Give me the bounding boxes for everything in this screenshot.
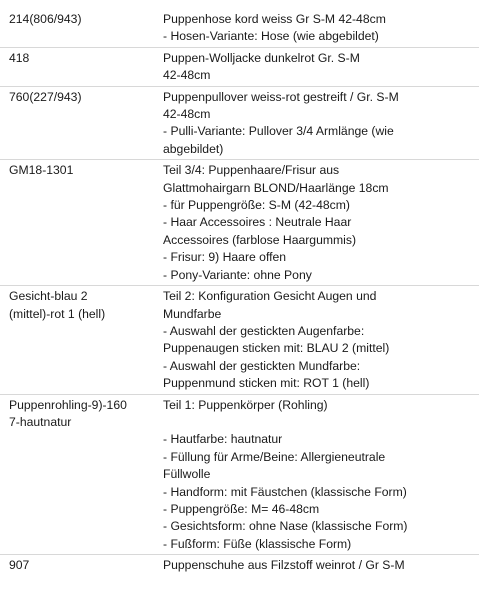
article-description bbox=[163, 89, 479, 159]
table-row bbox=[0, 159, 479, 285]
table-row bbox=[0, 9, 479, 47]
description-line: - Fußform: Füße (klassische Form) bbox=[163, 536, 352, 551]
description-line: - Füllung für Arme/Beine: Allergieneutrale bbox=[163, 449, 386, 464]
description-line: Teil 1: Puppenkörper (Rohling) bbox=[163, 397, 328, 412]
description-line: - Gesichtsform: ohne Nase (klassische Form) bbox=[163, 519, 408, 534]
description-line: Accessoires (farblose Haargummis) bbox=[163, 232, 357, 247]
table-row bbox=[0, 86, 479, 160]
article-code: Puppenrohling-9)-160 7-hautnatur bbox=[9, 397, 127, 429]
description-line: - Hosen-Variante: Hose (wie abgebildet) bbox=[163, 29, 379, 44]
article-description bbox=[163, 50, 479, 85]
description-line: - Hautfarbe: hautnatur bbox=[163, 432, 283, 447]
article-description bbox=[163, 397, 479, 554]
description-line: Mundfarbe bbox=[163, 306, 222, 321]
description-line: - Frisur: 9) Haare offen bbox=[163, 250, 287, 265]
table-row bbox=[0, 47, 479, 86]
description-line: - für Puppengröße: S-M (42-48cm) bbox=[163, 198, 350, 213]
article-description bbox=[163, 11, 479, 46]
description-line: Puppenmund sticken mit: ROT 1 (hell) bbox=[163, 376, 370, 391]
description-line: - Pony-Variante: ohne Pony bbox=[163, 267, 312, 282]
description-line: abgebildet) bbox=[163, 141, 224, 156]
article-code: 418 bbox=[9, 50, 30, 65]
description-line: - Puppengröße: M= 46-48cm bbox=[163, 501, 320, 516]
description-line: Puppenpullover weiss-rot gestreift / Gr. S-M bbox=[163, 89, 399, 104]
description-line: 42-48cm bbox=[163, 107, 211, 122]
article-code: 907 bbox=[9, 558, 30, 573]
description-line: - Auswahl der gestickten Augenfarbe: bbox=[163, 323, 365, 338]
description-line: - Handform: mit Fäustchen (klassische Form) bbox=[163, 484, 407, 499]
article-code: Gesicht-blau 2 (mittel)-rot 1 (hell) bbox=[9, 289, 106, 321]
article-description bbox=[163, 162, 479, 284]
article-code: 214(806/943) bbox=[9, 12, 82, 26]
description-line: - Pulli-Variante: Pullover 3/4 Armlänge (wie bbox=[163, 124, 394, 139]
blank-line bbox=[163, 414, 471, 431]
article-code: GM18-1301 bbox=[9, 163, 74, 178]
table-row bbox=[0, 554, 479, 575]
description-line: Puppenschuhe aus Filzstoff weinrot / Gr S-M bbox=[163, 558, 405, 573]
article-code: 760(227/943) bbox=[9, 89, 82, 104]
description-line: Puppenaugen sticken mit: BLAU 2 (mittel) bbox=[163, 341, 390, 356]
article-description bbox=[163, 288, 479, 392]
article-description bbox=[163, 557, 479, 574]
description-line: Puppenhose kord weiss Gr S-M 42-48cm bbox=[163, 12, 386, 26]
description-line: Glattmohairgarn BLOND/Haarlänge 18cm bbox=[163, 180, 389, 195]
description-line: - Auswahl der gestickten Mundfarbe: bbox=[163, 358, 361, 373]
description-line: 42-48cm bbox=[163, 68, 211, 83]
description-line: Füllwolle bbox=[163, 467, 211, 482]
description-line: Teil 2: Konfiguration Gesicht Augen und bbox=[163, 289, 377, 304]
description-line: - Haar Accessoires : Neutrale Haar bbox=[163, 215, 352, 230]
description-line: Puppen-Wolljacke dunkelrot Gr. S-M bbox=[163, 50, 360, 65]
description-line: Teil 3/4: Puppenhaare/Frisur aus bbox=[163, 163, 340, 178]
table-row bbox=[0, 285, 479, 393]
table-row bbox=[0, 394, 479, 555]
